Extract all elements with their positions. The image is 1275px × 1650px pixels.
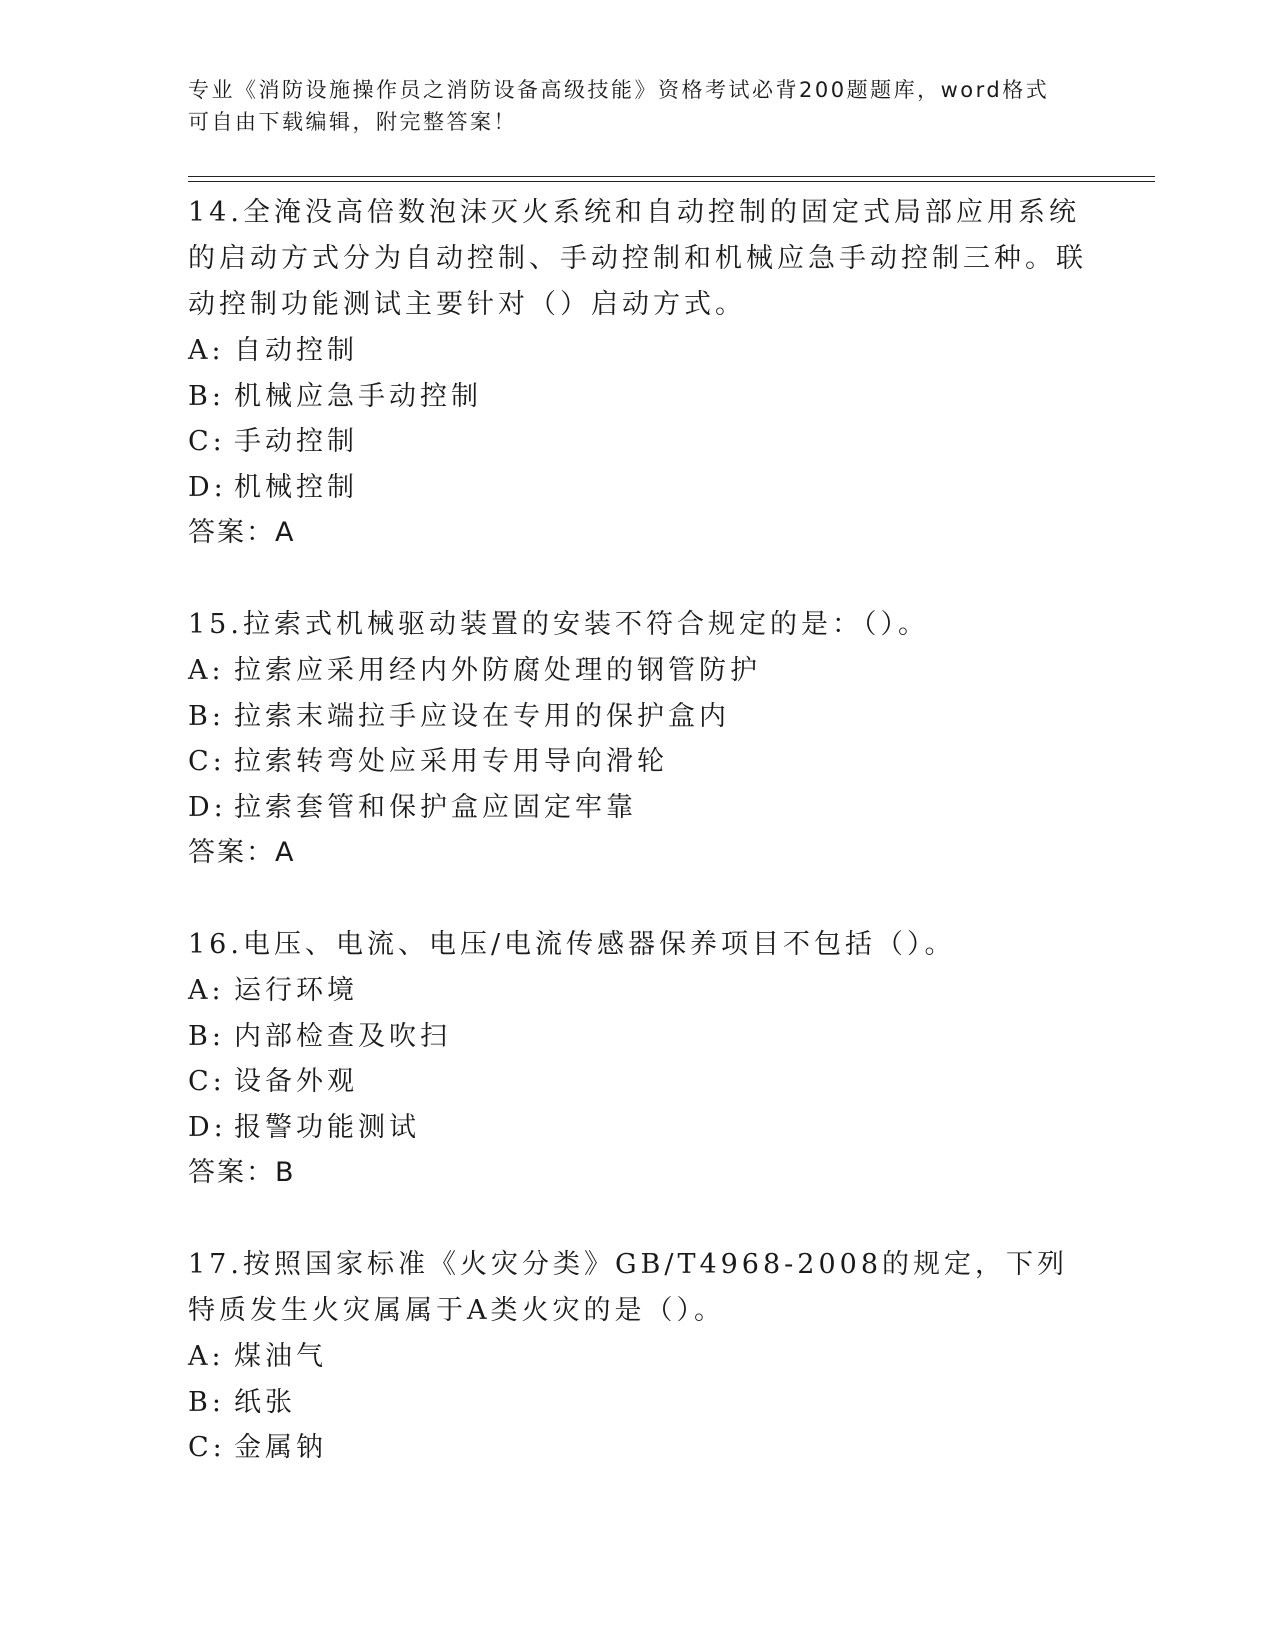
question-17 xyxy=(188,1242,1088,1471)
header-intro-text: 专业《消防设施操作员之消防设备高级技能》资格考试必背200题题库，word格式可自由下载编辑，附完整答案！ xyxy=(188,78,1050,134)
question-list xyxy=(188,190,1088,1517)
answer-line: 答案：A xyxy=(188,517,296,548)
option-a xyxy=(188,648,1088,694)
option-b xyxy=(188,1014,1088,1060)
option-text: 机械控制 xyxy=(234,471,358,503)
option-text: 设备外观 xyxy=(234,1066,358,1097)
option-c xyxy=(188,1425,1088,1471)
option-letter: A: xyxy=(188,335,225,366)
option-text: 手动控制 xyxy=(234,426,358,457)
option-text: 拉索转弯处应采用专用导向滑轮 xyxy=(234,746,668,777)
option-letter: D: xyxy=(188,1111,227,1143)
option-text: 金属钠 xyxy=(234,1432,327,1463)
option-letter: D: xyxy=(188,471,227,503)
option-b xyxy=(188,694,1088,740)
option-letter: C: xyxy=(188,746,226,777)
question-stem: 15.拉索式机械驱动装置的安装不符合规定的是：（）。 xyxy=(188,609,929,640)
option-letter: B: xyxy=(188,1020,225,1052)
option-b xyxy=(188,1380,1088,1426)
option-text: 自动控制 xyxy=(234,335,358,366)
option-b xyxy=(188,374,1088,420)
option-text: 纸张 xyxy=(234,1386,296,1418)
answer-line: 答案：A xyxy=(188,837,296,868)
option-c xyxy=(188,419,1088,465)
option-letter: C: xyxy=(188,1066,226,1097)
option-d xyxy=(188,465,1088,511)
question-16 xyxy=(188,922,1088,1196)
option-d xyxy=(188,785,1088,831)
option-letter: B: xyxy=(188,380,225,412)
option-letter: A: xyxy=(188,655,225,686)
question-stem: 14.全淹没高倍数泡沫灭火系统和自动控制的固定式局部应用系统的启动方式分为自动控制、手动控制和机械应急手动控制三种。联动控制功能测试主要针对（）启动方式。 xyxy=(188,197,1087,320)
option-letter: A: xyxy=(188,1341,225,1372)
option-letter: A: xyxy=(188,975,225,1006)
option-a xyxy=(188,328,1088,374)
option-c xyxy=(188,739,1088,785)
document-header xyxy=(188,74,1068,138)
option-d xyxy=(188,1105,1088,1151)
question-stem: 17.按照国家标准《火灾分类》GB/T4968-2008的规定，下列特质发生火灾属属于A类火灾的是（）。 xyxy=(188,1249,1069,1326)
option-letter: B: xyxy=(188,1386,225,1418)
option-text: 拉索套管和保护盒应固定牢靠 xyxy=(234,791,637,823)
question-14 xyxy=(188,190,1088,556)
option-text: 报警功能测试 xyxy=(234,1111,420,1143)
option-text: 机械应急手动控制 xyxy=(234,380,482,412)
header-divider-top xyxy=(188,176,1155,177)
option-text: 拉索末端拉手应设在专用的保护盒内 xyxy=(234,700,730,732)
option-letter: D: xyxy=(188,791,227,823)
option-c xyxy=(188,1059,1088,1105)
option-text: 煤油气 xyxy=(234,1341,327,1372)
option-text: 运行环境 xyxy=(234,975,358,1006)
option-text: 内部检查及吹扫 xyxy=(234,1020,451,1052)
option-letter: C: xyxy=(188,426,226,457)
option-letter: B: xyxy=(188,700,225,732)
answer-line: 答案：B xyxy=(188,1157,296,1188)
option-letter: C: xyxy=(188,1432,226,1463)
option-a xyxy=(188,968,1088,1014)
option-text: 拉索应采用经内外防腐处理的钢管防护 xyxy=(234,655,761,686)
header-divider-bottom xyxy=(188,181,1155,182)
option-a xyxy=(188,1334,1088,1380)
question-15 xyxy=(188,602,1088,876)
question-stem: 16.电压、电流、电压/电流传感器保养项目不包括（）。 xyxy=(188,929,956,960)
